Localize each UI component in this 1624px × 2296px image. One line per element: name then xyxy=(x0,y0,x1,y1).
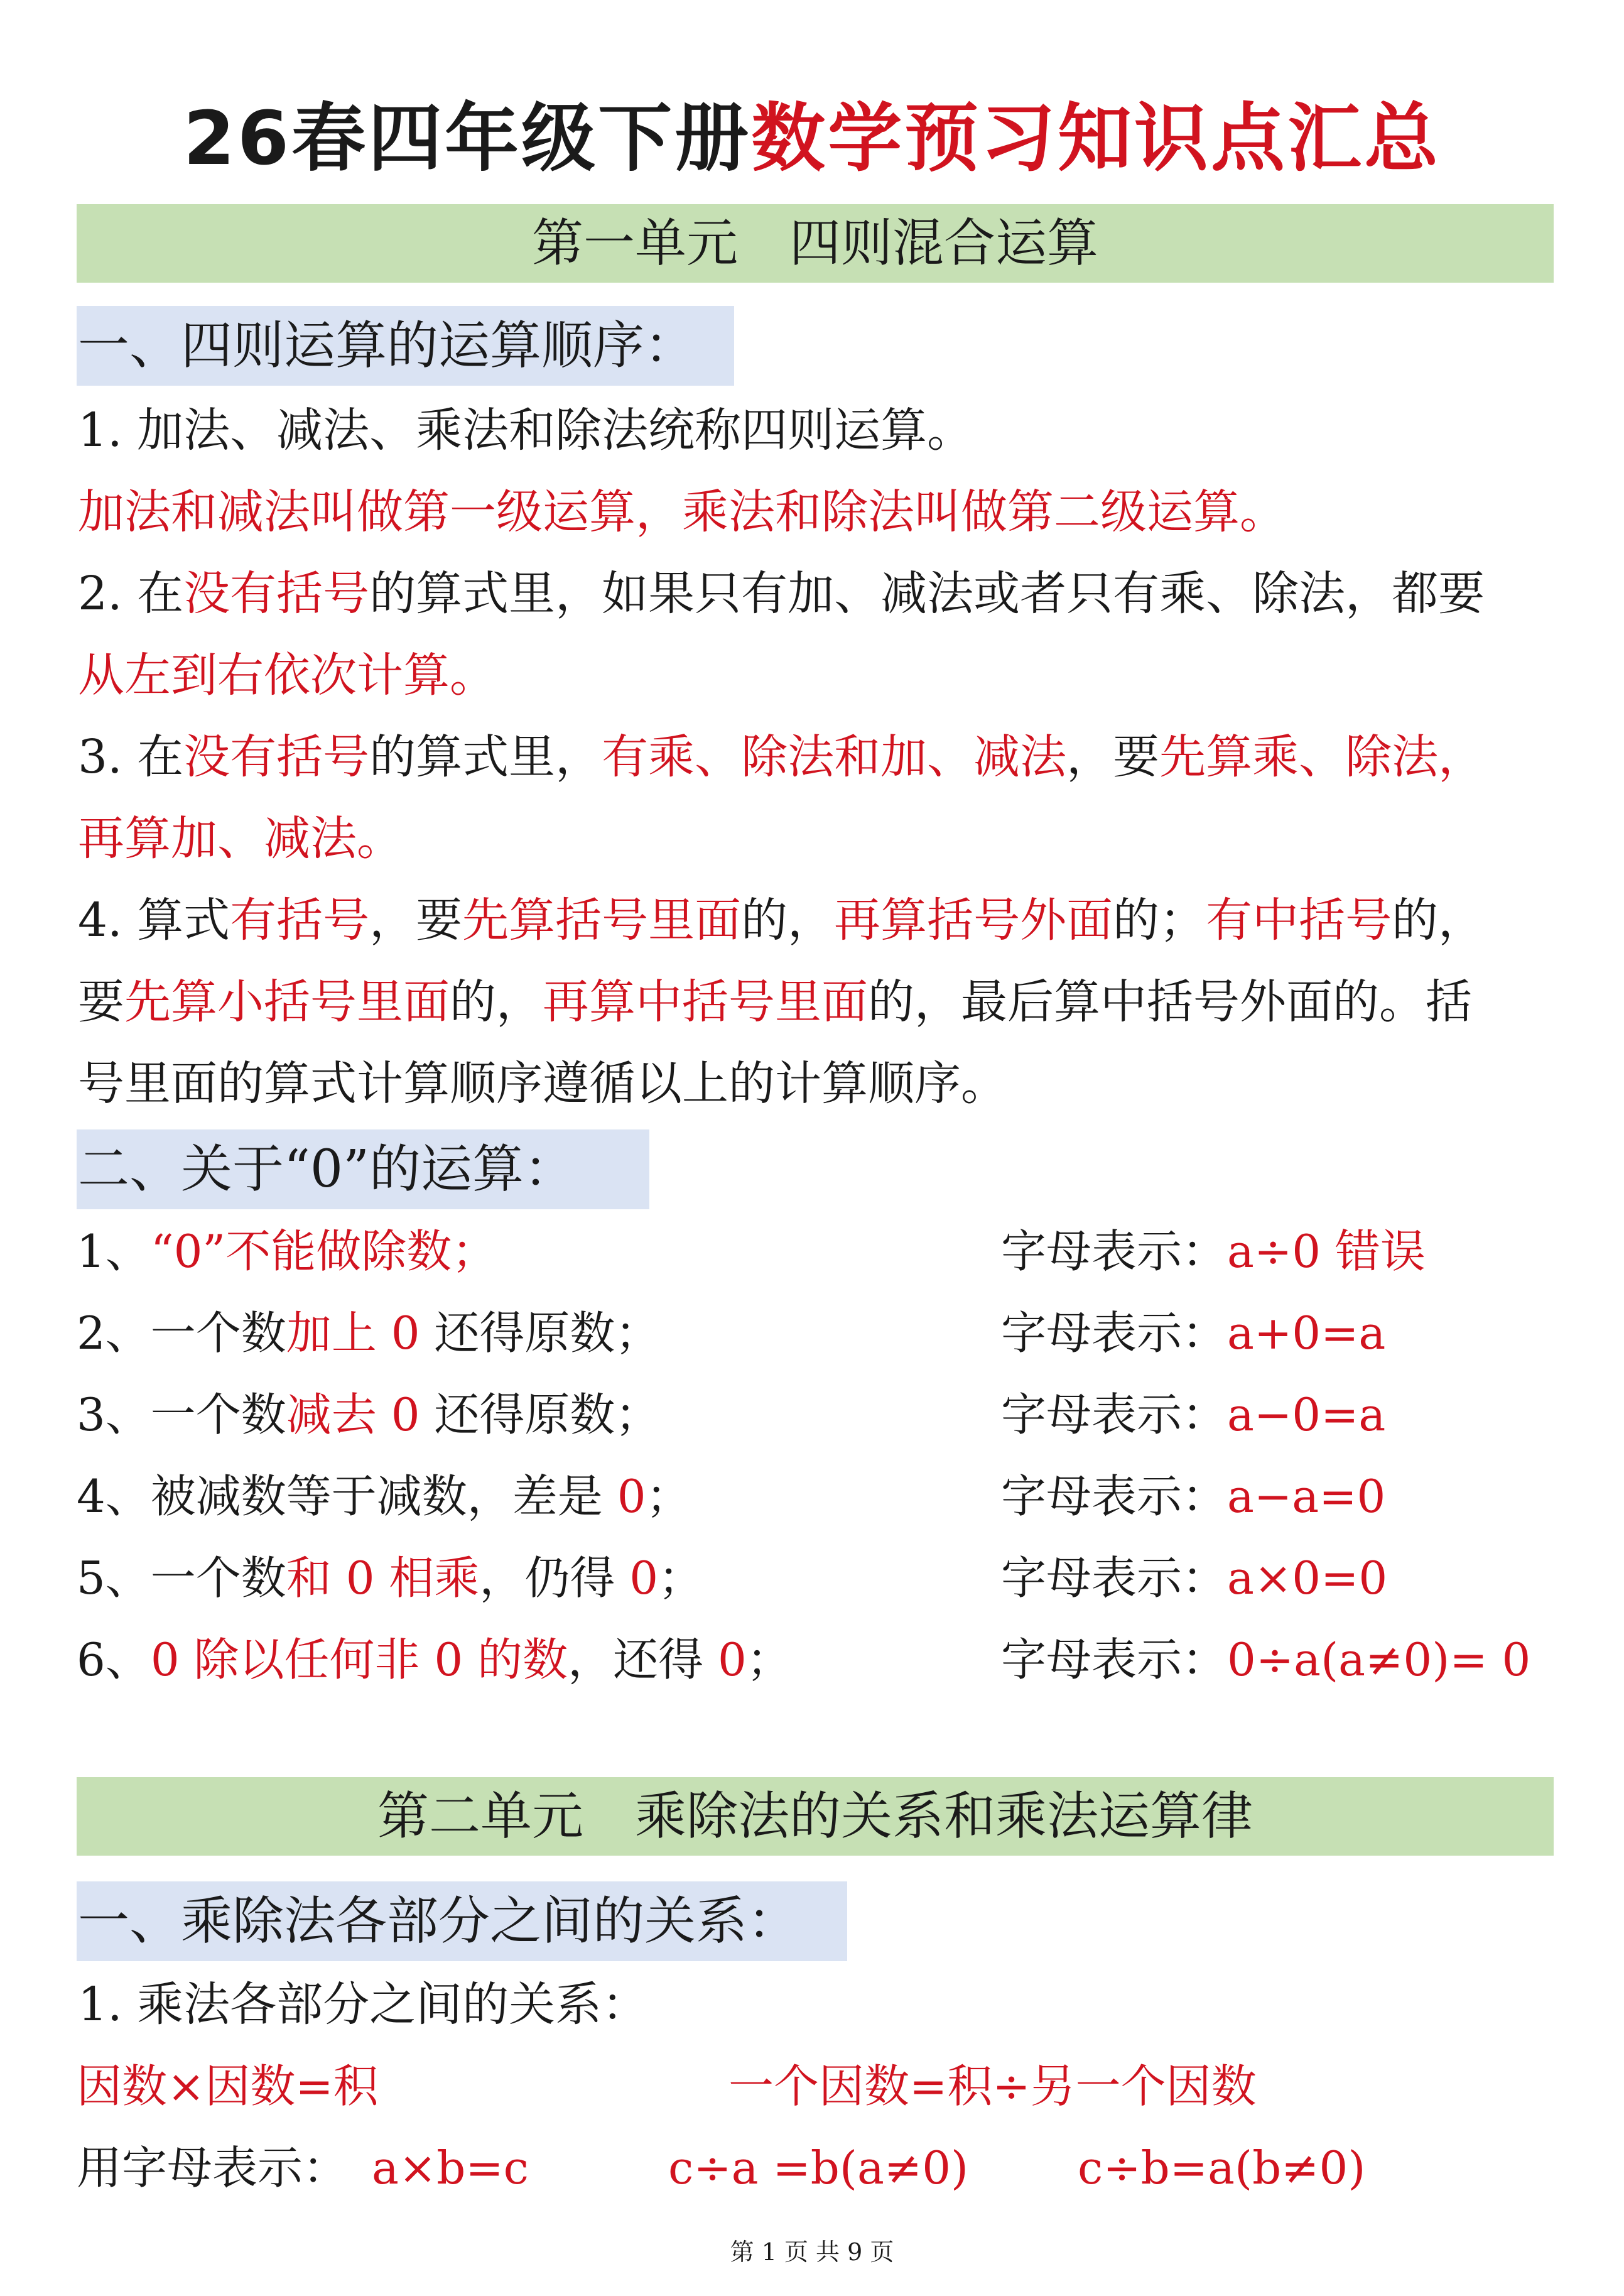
s1-p4: 4. 算式有括号，要先算括号里面的，再算括号外面的；有中括号的， xyxy=(78,893,1485,947)
zero-formula-3: 字母表示：a−0=a xyxy=(1001,1388,1386,1441)
formula-one-factor: 一个因数=积÷另一个因数 xyxy=(728,2060,1257,2113)
zero-formula-1: 字母表示：a÷0 错误 xyxy=(1001,1225,1426,1278)
section-2-heading: 二、关于“0”的运算： xyxy=(77,1129,649,1209)
title-black: 26春四年级下册 xyxy=(183,95,752,182)
s1-p4b: 要先算小括号里面的，再算中括号里面的，最后算中括号外面的。括 xyxy=(78,975,1472,1029)
s1-p2b: 从左到右依次计算。 xyxy=(78,648,496,702)
s1-p1: 1. 加法、减法、乘法和除法统称四则运算。 xyxy=(78,403,974,457)
expr-2: c÷a =b(a≠0) xyxy=(668,2141,969,2194)
zero-rule-5: 5、一个数和 0 相乘，仍得 0； xyxy=(77,1552,704,1604)
expr-3: c÷b=a(b≠0) xyxy=(1078,2141,1366,2194)
zero-rule-2: 2、一个数加上 0 还得原数； xyxy=(77,1307,661,1359)
expr-1: a×b=c xyxy=(372,2141,529,2194)
s3-p1: 1. 乘法各部分之间的关系： xyxy=(78,1978,649,2032)
zero-rule-3: 3、一个数减去 0 还得原数； xyxy=(77,1388,661,1441)
section-1-heading: 一、四则运算的运算顺序： xyxy=(77,306,734,386)
zero-formula-4: 字母表示：a−a=0 xyxy=(1001,1470,1386,1523)
zero-formula-5: 字母表示：a×0=0 xyxy=(1001,1552,1388,1604)
s1-p3: 3. 在没有括号的算式里，有乘、除法和加、减法，要先算乘、除法， xyxy=(78,730,1485,784)
zero-rule-6: 6、0 除以任何非 0 的数，还得 0； xyxy=(77,1633,792,1686)
s1-p4c: 号里面的算式计算顺序遵循以上的计算顺序。 xyxy=(78,1057,1007,1111)
page-title xyxy=(0,85,1624,192)
zero-formula-6: 字母表示：0÷a(a≠0)= 0 xyxy=(1001,1633,1531,1686)
zero-formula-2: 字母表示：a+0=a xyxy=(1001,1307,1386,1359)
s1-p3b: 再算加、减法。 xyxy=(78,812,403,866)
zero-rule-1: 1、“0”不能做除数； xyxy=(77,1225,497,1278)
unit2-heading: 第二单元 乘除法的关系和乘法运算律 xyxy=(77,1777,1554,1856)
letter-label: 用字母表示： xyxy=(77,2141,349,2194)
s1-p1-red: 加法和减法叫做第一级运算，乘法和除法叫做第二级运算。 xyxy=(78,485,1286,539)
zero-rule-4: 4、被减数等于减数，差是 0； xyxy=(77,1470,691,1523)
title-red: 数学预习知识点汇总 xyxy=(751,95,1441,182)
formula-factor-product: 因数×因数=积 xyxy=(77,2060,379,2113)
section-3-heading: 一、乘除法各部分之间的关系： xyxy=(77,1881,847,1961)
page-number: 第 1 页 共 9 页 xyxy=(730,2238,894,2266)
s1-p2: 2. 在没有括号的算式里，如果只有加、减法或者只有乘、除法，都要 xyxy=(78,567,1485,621)
unit1-heading: 第一单元 四则混合运算 xyxy=(77,204,1554,283)
